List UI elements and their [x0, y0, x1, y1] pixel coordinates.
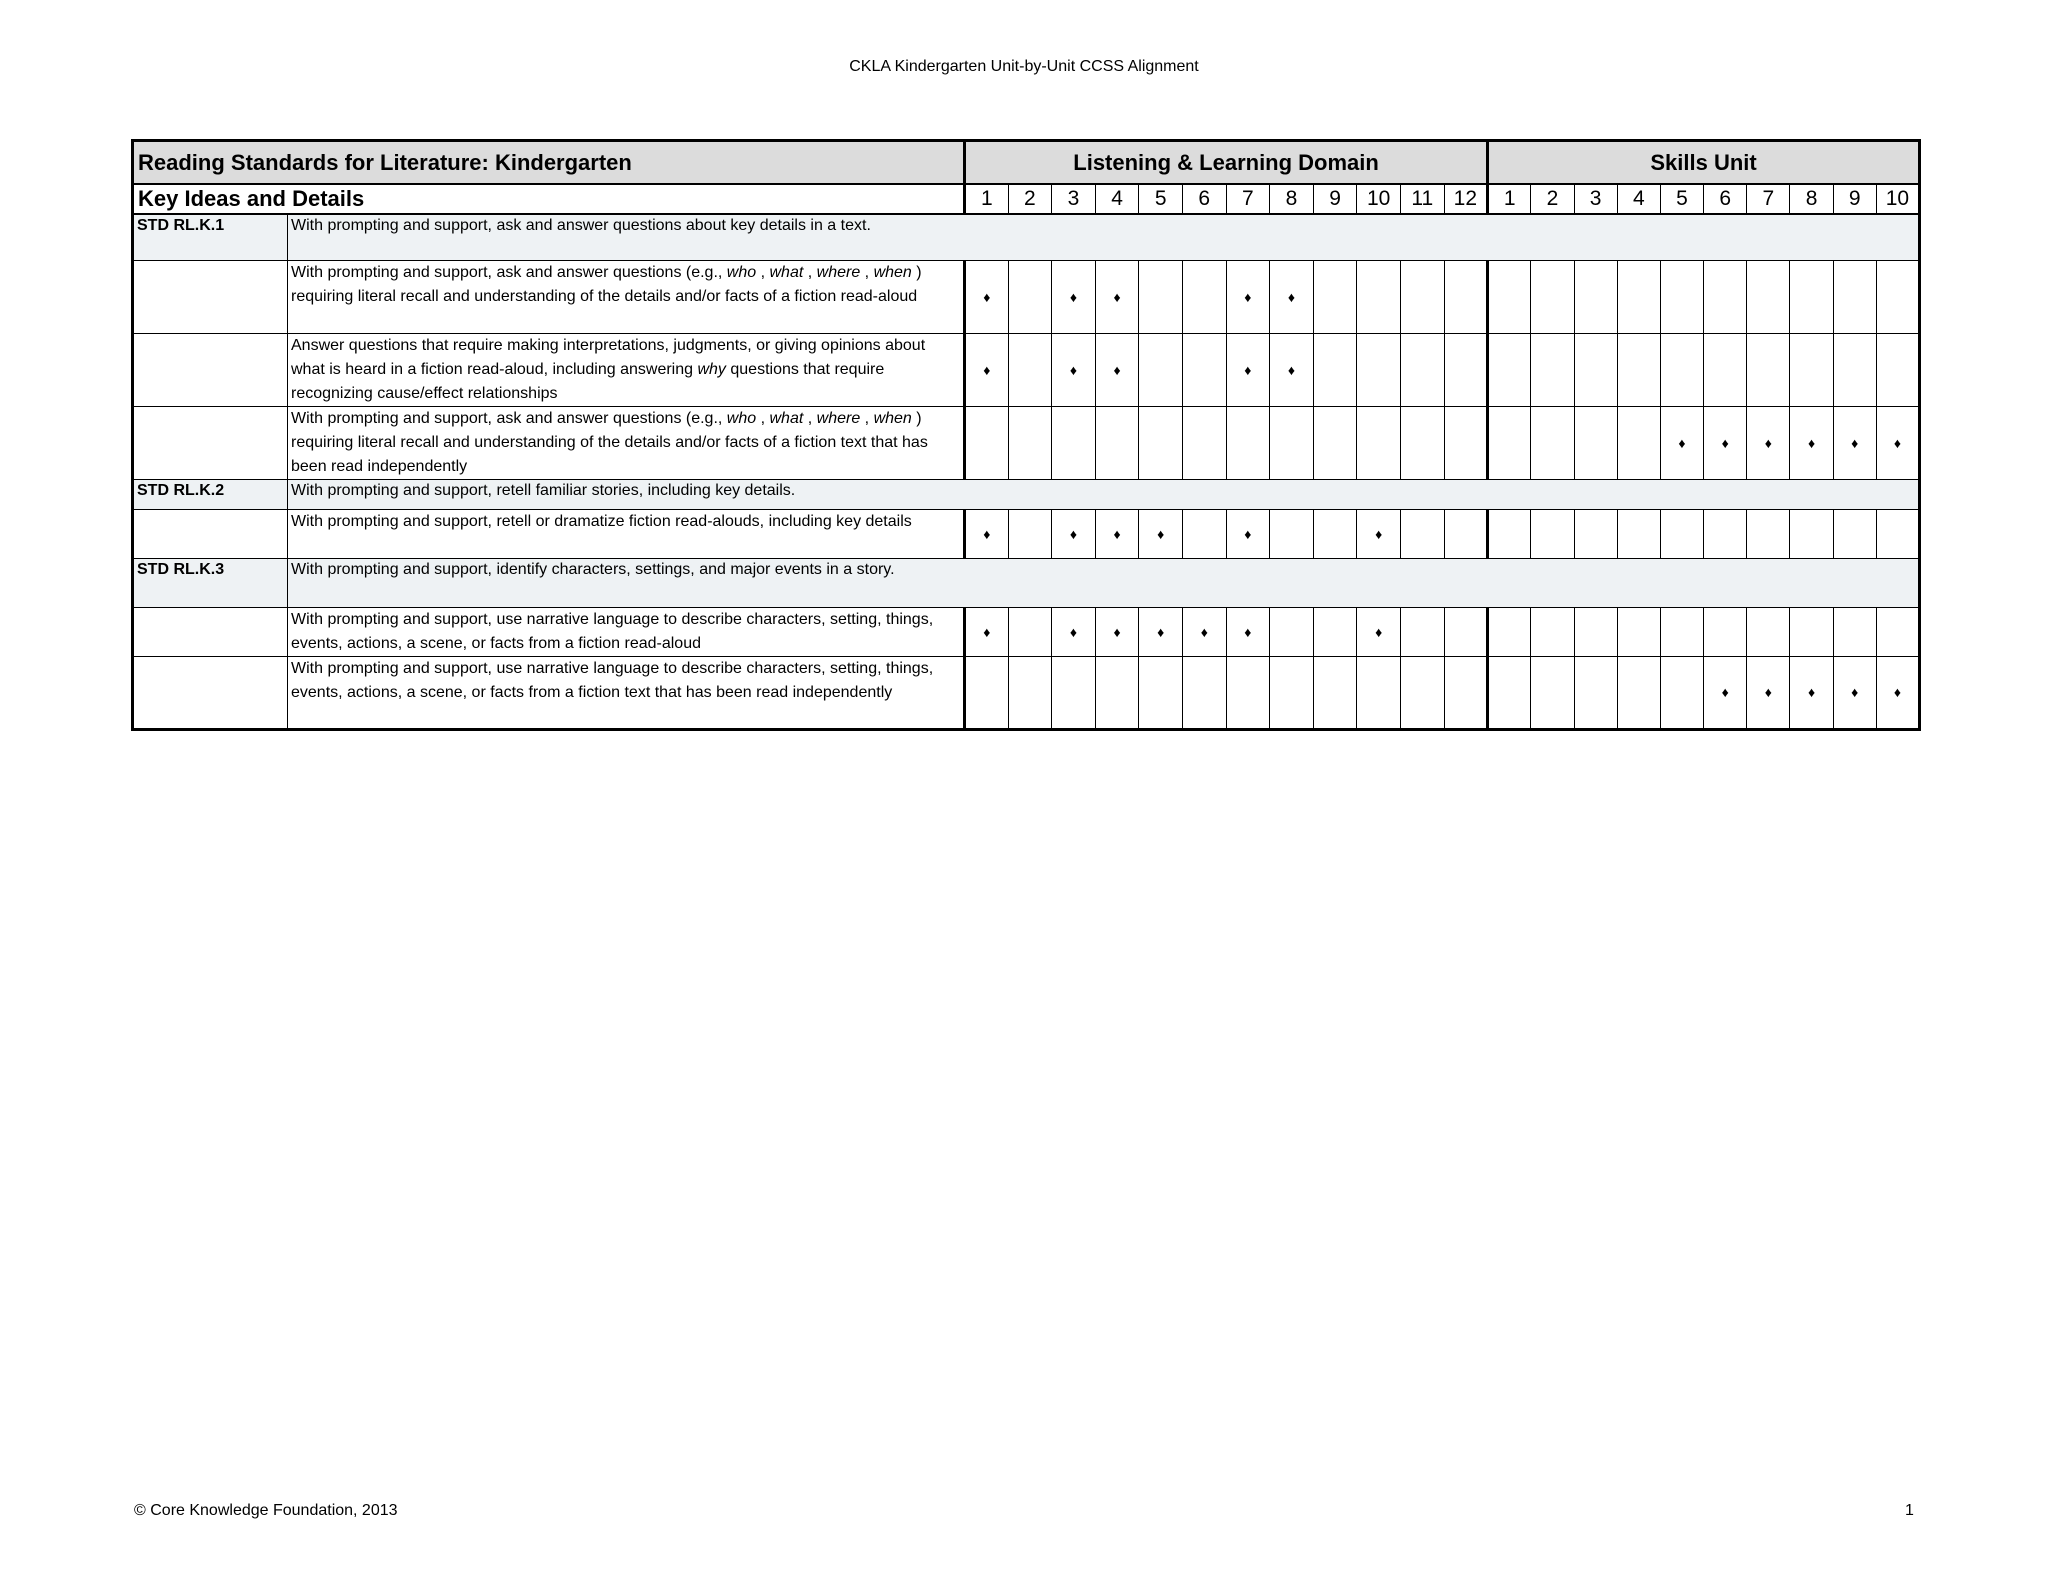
ll-unit-cell	[1357, 656, 1401, 729]
ll-unit-header: 1	[965, 184, 1009, 214]
ll-unit-cell	[1139, 333, 1183, 406]
skills-unit-cell	[1704, 509, 1747, 558]
standard-row	[133, 479, 1920, 509]
diamond-mark-icon: ♦	[1270, 260, 1314, 333]
skills-unit-header: 1	[1488, 184, 1531, 214]
ll-unit-header: 6	[1182, 184, 1226, 214]
listening-learning-header: Listening & Learning Domain	[965, 141, 1488, 185]
ll-unit-cell	[1182, 509, 1226, 558]
objective-text: when	[873, 263, 912, 281]
objective-text: Answer questions that require making interpretations, judgments, or giving opinions about what is heard in a fiction read-aloud, including answering	[291, 336, 926, 378]
diamond-mark-icon: ♦	[1226, 333, 1270, 406]
skills-unit-cell	[1574, 509, 1617, 558]
skills-unit-cell	[1617, 607, 1660, 656]
diamond-mark-icon: ♦	[965, 607, 1009, 656]
table-row	[133, 406, 1920, 479]
skills-unit-cell	[1617, 260, 1660, 333]
ll-unit-cell	[1270, 509, 1314, 558]
section-subtitle: Key Ideas and Details	[133, 184, 965, 214]
standard-code: STD RL.K.2	[133, 479, 288, 509]
objective-text: With prompting and support, retell or dramatize fiction read-alouds, including key details	[291, 512, 912, 530]
skills-unit-header: 9	[1833, 184, 1876, 214]
skills-unit-cell	[1531, 656, 1574, 729]
standard-row	[133, 558, 1920, 607]
standard-description: With prompting and support, retell familiar stories, including key details.	[288, 479, 1920, 509]
ll-unit-cell	[1008, 656, 1052, 729]
ll-unit-cell	[1008, 509, 1052, 558]
objective-text: what	[769, 263, 804, 281]
ll-unit-cell	[1052, 656, 1096, 729]
ll-unit-cell	[1357, 333, 1401, 406]
skills-unit-cell	[1488, 406, 1531, 479]
objective-description	[288, 260, 965, 333]
skills-unit-cell	[1531, 509, 1574, 558]
ll-unit-cell	[1008, 333, 1052, 406]
diamond-mark-icon: ♦	[1139, 607, 1183, 656]
skills-unit-header: 10	[1876, 184, 1919, 214]
skills-unit-header: 4	[1617, 184, 1660, 214]
objective-text: ,	[756, 409, 770, 427]
skills-unit-cell	[1747, 509, 1790, 558]
ll-unit-header: 5	[1139, 184, 1183, 214]
diamond-mark-icon: ♦	[1357, 607, 1401, 656]
skills-unit-cell	[1574, 406, 1617, 479]
standard-description: With prompting and support, ask and answer questions about key details in a text.	[288, 214, 1920, 260]
diamond-mark-icon: ♦	[1095, 260, 1139, 333]
objective-text: ) requiring literal recall and understanding of the details and/or facts of a fiction read-aloud	[291, 263, 922, 305]
skills-unit-cell	[1704, 260, 1747, 333]
skills-unit-header: 3	[1574, 184, 1617, 214]
ll-unit-cell	[1270, 607, 1314, 656]
ll-unit-cell	[1008, 260, 1052, 333]
diamond-mark-icon: ♦	[1790, 656, 1833, 729]
skills-unit-cell	[1617, 333, 1660, 406]
ll-unit-cell	[1270, 656, 1314, 729]
skills-unit-cell	[1704, 333, 1747, 406]
skills-unit-cell	[1574, 260, 1617, 333]
objective-text: ,	[860, 409, 874, 427]
ll-unit-cell	[1400, 260, 1444, 333]
empty-code-cell	[133, 260, 288, 333]
skills-unit-header: 7	[1747, 184, 1790, 214]
diamond-mark-icon: ♦	[1357, 509, 1401, 558]
skills-unit-cell	[1574, 333, 1617, 406]
ll-unit-cell	[1052, 406, 1096, 479]
skills-unit-header: 8	[1790, 184, 1833, 214]
ll-unit-header: 7	[1226, 184, 1270, 214]
diamond-mark-icon: ♦	[965, 509, 1009, 558]
objective-text: With prompting and support, ask and answer questions (e.g.,	[291, 263, 727, 281]
footer-copyright: © Core Knowledge Foundation, 2013	[134, 1502, 398, 1519]
ll-unit-cell	[1095, 406, 1139, 479]
skills-unit-cell	[1660, 509, 1703, 558]
skills-unit-cell	[1704, 607, 1747, 656]
skills-unit-cell	[1660, 333, 1703, 406]
skills-unit-cell	[1531, 406, 1574, 479]
ll-unit-cell	[1444, 406, 1488, 479]
ll-unit-cell	[1139, 656, 1183, 729]
diamond-mark-icon: ♦	[1139, 509, 1183, 558]
skills-unit-cell	[1531, 333, 1574, 406]
skills-unit-cell	[1790, 509, 1833, 558]
ll-unit-cell	[1313, 333, 1357, 406]
skills-unit-header: 2	[1531, 184, 1574, 214]
objective-text: when	[873, 409, 912, 427]
skills-unit-cell	[1833, 260, 1876, 333]
skills-unit-cell	[1660, 656, 1703, 729]
table-row	[133, 260, 1920, 333]
skills-unit-cell	[1876, 260, 1919, 333]
skills-unit-cell	[1790, 260, 1833, 333]
diamond-mark-icon: ♦	[1095, 607, 1139, 656]
objective-description	[288, 333, 965, 406]
skills-unit-cell	[1660, 260, 1703, 333]
ll-unit-cell	[1182, 333, 1226, 406]
objective-description	[288, 509, 965, 558]
empty-code-cell	[133, 509, 288, 558]
ll-unit-cell	[1008, 607, 1052, 656]
table-row	[133, 656, 1920, 729]
alignment-table	[131, 139, 1921, 731]
diamond-mark-icon: ♦	[1790, 406, 1833, 479]
objective-text: why	[697, 360, 726, 378]
table-header-row	[133, 141, 1920, 185]
ll-unit-cell	[1400, 333, 1444, 406]
diamond-mark-icon: ♦	[1095, 333, 1139, 406]
ll-unit-header: 4	[1095, 184, 1139, 214]
skills-unit-cell	[1488, 509, 1531, 558]
diamond-mark-icon: ♦	[1052, 260, 1096, 333]
table-row	[133, 607, 1920, 656]
diamond-mark-icon: ♦	[965, 260, 1009, 333]
ll-unit-cell	[1357, 260, 1401, 333]
skills-unit-cell	[1833, 509, 1876, 558]
ll-unit-cell	[1444, 260, 1488, 333]
objective-text: where	[816, 409, 861, 427]
empty-code-cell	[133, 333, 288, 406]
skills-unit-cell	[1747, 260, 1790, 333]
ll-unit-cell	[1182, 406, 1226, 479]
diamond-mark-icon: ♦	[1876, 406, 1919, 479]
objective-text: questions that require recognizing cause/effect relationships	[291, 360, 885, 402]
objective-text: ,	[756, 263, 770, 281]
objective-text: With prompting and support, ask and answer questions (e.g.,	[291, 409, 727, 427]
diamond-mark-icon: ♦	[1876, 656, 1919, 729]
skills-unit-cell	[1531, 260, 1574, 333]
ll-unit-cell	[1008, 406, 1052, 479]
ll-unit-cell	[1139, 406, 1183, 479]
objective-text: what	[769, 409, 804, 427]
ll-unit-cell	[1182, 260, 1226, 333]
skills-unit-cell	[1660, 607, 1703, 656]
ll-unit-cell	[1400, 607, 1444, 656]
skills-unit-cell	[1747, 333, 1790, 406]
diamond-mark-icon: ♦	[1270, 333, 1314, 406]
standard-row	[133, 214, 1920, 260]
skills-unit-cell	[1617, 509, 1660, 558]
empty-code-cell	[133, 656, 288, 729]
objective-text: ,	[803, 263, 817, 281]
ll-unit-cell	[1226, 656, 1270, 729]
diamond-mark-icon: ♦	[1052, 333, 1096, 406]
skills-unit-cell	[1574, 656, 1617, 729]
skills-unit-cell	[1876, 607, 1919, 656]
table-row	[133, 509, 1920, 558]
skills-unit-cell	[1488, 260, 1531, 333]
skills-unit-cell	[1488, 656, 1531, 729]
ll-unit-header: 9	[1313, 184, 1357, 214]
diamond-mark-icon: ♦	[1052, 607, 1096, 656]
ll-unit-cell	[1270, 406, 1314, 479]
diamond-mark-icon: ♦	[1052, 509, 1096, 558]
skills-unit-cell	[1833, 607, 1876, 656]
skills-unit-cell	[1747, 607, 1790, 656]
skills-unit-header: Skills Unit	[1488, 141, 1920, 185]
table-title: Reading Standards for Literature: Kindergarten	[133, 141, 965, 185]
objective-description	[288, 656, 965, 729]
ll-unit-header: 3	[1052, 184, 1096, 214]
skills-unit-header: 5	[1660, 184, 1703, 214]
standard-description: With prompting and support, identify characters, settings, and major events in a story.	[288, 558, 1920, 607]
ll-unit-header: 2	[1008, 184, 1052, 214]
skills-unit-cell	[1617, 656, 1660, 729]
ll-unit-cell	[1313, 260, 1357, 333]
standard-code: STD RL.K.3	[133, 558, 288, 607]
diamond-mark-icon: ♦	[1095, 509, 1139, 558]
ll-unit-header: 10	[1357, 184, 1401, 214]
ll-unit-cell	[1444, 656, 1488, 729]
ll-unit-cell	[1444, 607, 1488, 656]
ll-unit-cell	[1444, 333, 1488, 406]
ll-unit-cell	[1313, 509, 1357, 558]
objective-text: With prompting and support, use narrative language to describe characters, setting, things, events, actions, a scene, or facts from a fiction text that has been read independently	[291, 659, 934, 701]
skills-unit-cell	[1488, 607, 1531, 656]
diamond-mark-icon: ♦	[1704, 656, 1747, 729]
ll-unit-cell	[1400, 509, 1444, 558]
skills-unit-header: 6	[1704, 184, 1747, 214]
diamond-mark-icon: ♦	[1226, 260, 1270, 333]
objective-description	[288, 406, 965, 479]
ll-unit-cell	[965, 406, 1009, 479]
ll-unit-cell	[1313, 656, 1357, 729]
ll-unit-cell	[1357, 406, 1401, 479]
diamond-mark-icon: ♦	[1833, 406, 1876, 479]
skills-unit-cell	[1876, 333, 1919, 406]
objective-text: who	[726, 409, 757, 427]
diamond-mark-icon: ♦	[965, 333, 1009, 406]
skills-unit-cell	[1574, 607, 1617, 656]
objective-text: ) requiring literal recall and understanding of the details and/or facts of a fiction text that has been read independently	[291, 409, 928, 475]
empty-code-cell	[133, 406, 288, 479]
skills-unit-cell	[1790, 607, 1833, 656]
ll-unit-cell	[1444, 509, 1488, 558]
diamond-mark-icon: ♦	[1182, 607, 1226, 656]
skills-unit-cell	[1531, 607, 1574, 656]
ll-unit-header: 8	[1270, 184, 1314, 214]
diamond-mark-icon: ♦	[1660, 406, 1703, 479]
diamond-mark-icon: ♦	[1747, 406, 1790, 479]
table-row	[133, 333, 1920, 406]
ll-unit-cell	[1182, 656, 1226, 729]
skills-unit-cell	[1833, 333, 1876, 406]
ll-unit-header: 11	[1400, 184, 1444, 214]
page-number: 1	[1905, 1502, 1914, 1519]
objective-text: ,	[860, 263, 874, 281]
ll-unit-cell	[1226, 406, 1270, 479]
diamond-mark-icon: ♦	[1226, 607, 1270, 656]
ll-unit-cell	[1400, 656, 1444, 729]
diamond-mark-icon: ♦	[1747, 656, 1790, 729]
skills-unit-cell	[1488, 333, 1531, 406]
skills-unit-cell	[1876, 509, 1919, 558]
objective-description	[288, 607, 965, 656]
ll-unit-cell	[1313, 406, 1357, 479]
diamond-mark-icon: ♦	[1704, 406, 1747, 479]
ll-unit-cell	[1139, 260, 1183, 333]
objective-text: ,	[803, 409, 817, 427]
ll-unit-cell	[965, 656, 1009, 729]
empty-code-cell	[133, 607, 288, 656]
ll-unit-cell	[1095, 656, 1139, 729]
page-header: CKLA Kindergarten Unit-by-Unit CCSS Alignment	[849, 58, 1199, 75]
unit-number-row	[133, 184, 1920, 214]
diamond-mark-icon: ♦	[1226, 509, 1270, 558]
objective-text: who	[726, 263, 757, 281]
skills-unit-cell	[1790, 333, 1833, 406]
standard-code: STD RL.K.1	[133, 214, 288, 260]
ll-unit-cell	[1313, 607, 1357, 656]
ll-unit-header: 12	[1444, 184, 1488, 214]
objective-text: where	[816, 263, 861, 281]
skills-unit-cell	[1617, 406, 1660, 479]
ll-unit-cell	[1400, 406, 1444, 479]
objective-text: With prompting and support, use narrative language to describe characters, setting, things, events, actions, a scene, or facts from a fiction read-aloud	[291, 610, 934, 652]
diamond-mark-icon: ♦	[1833, 656, 1876, 729]
